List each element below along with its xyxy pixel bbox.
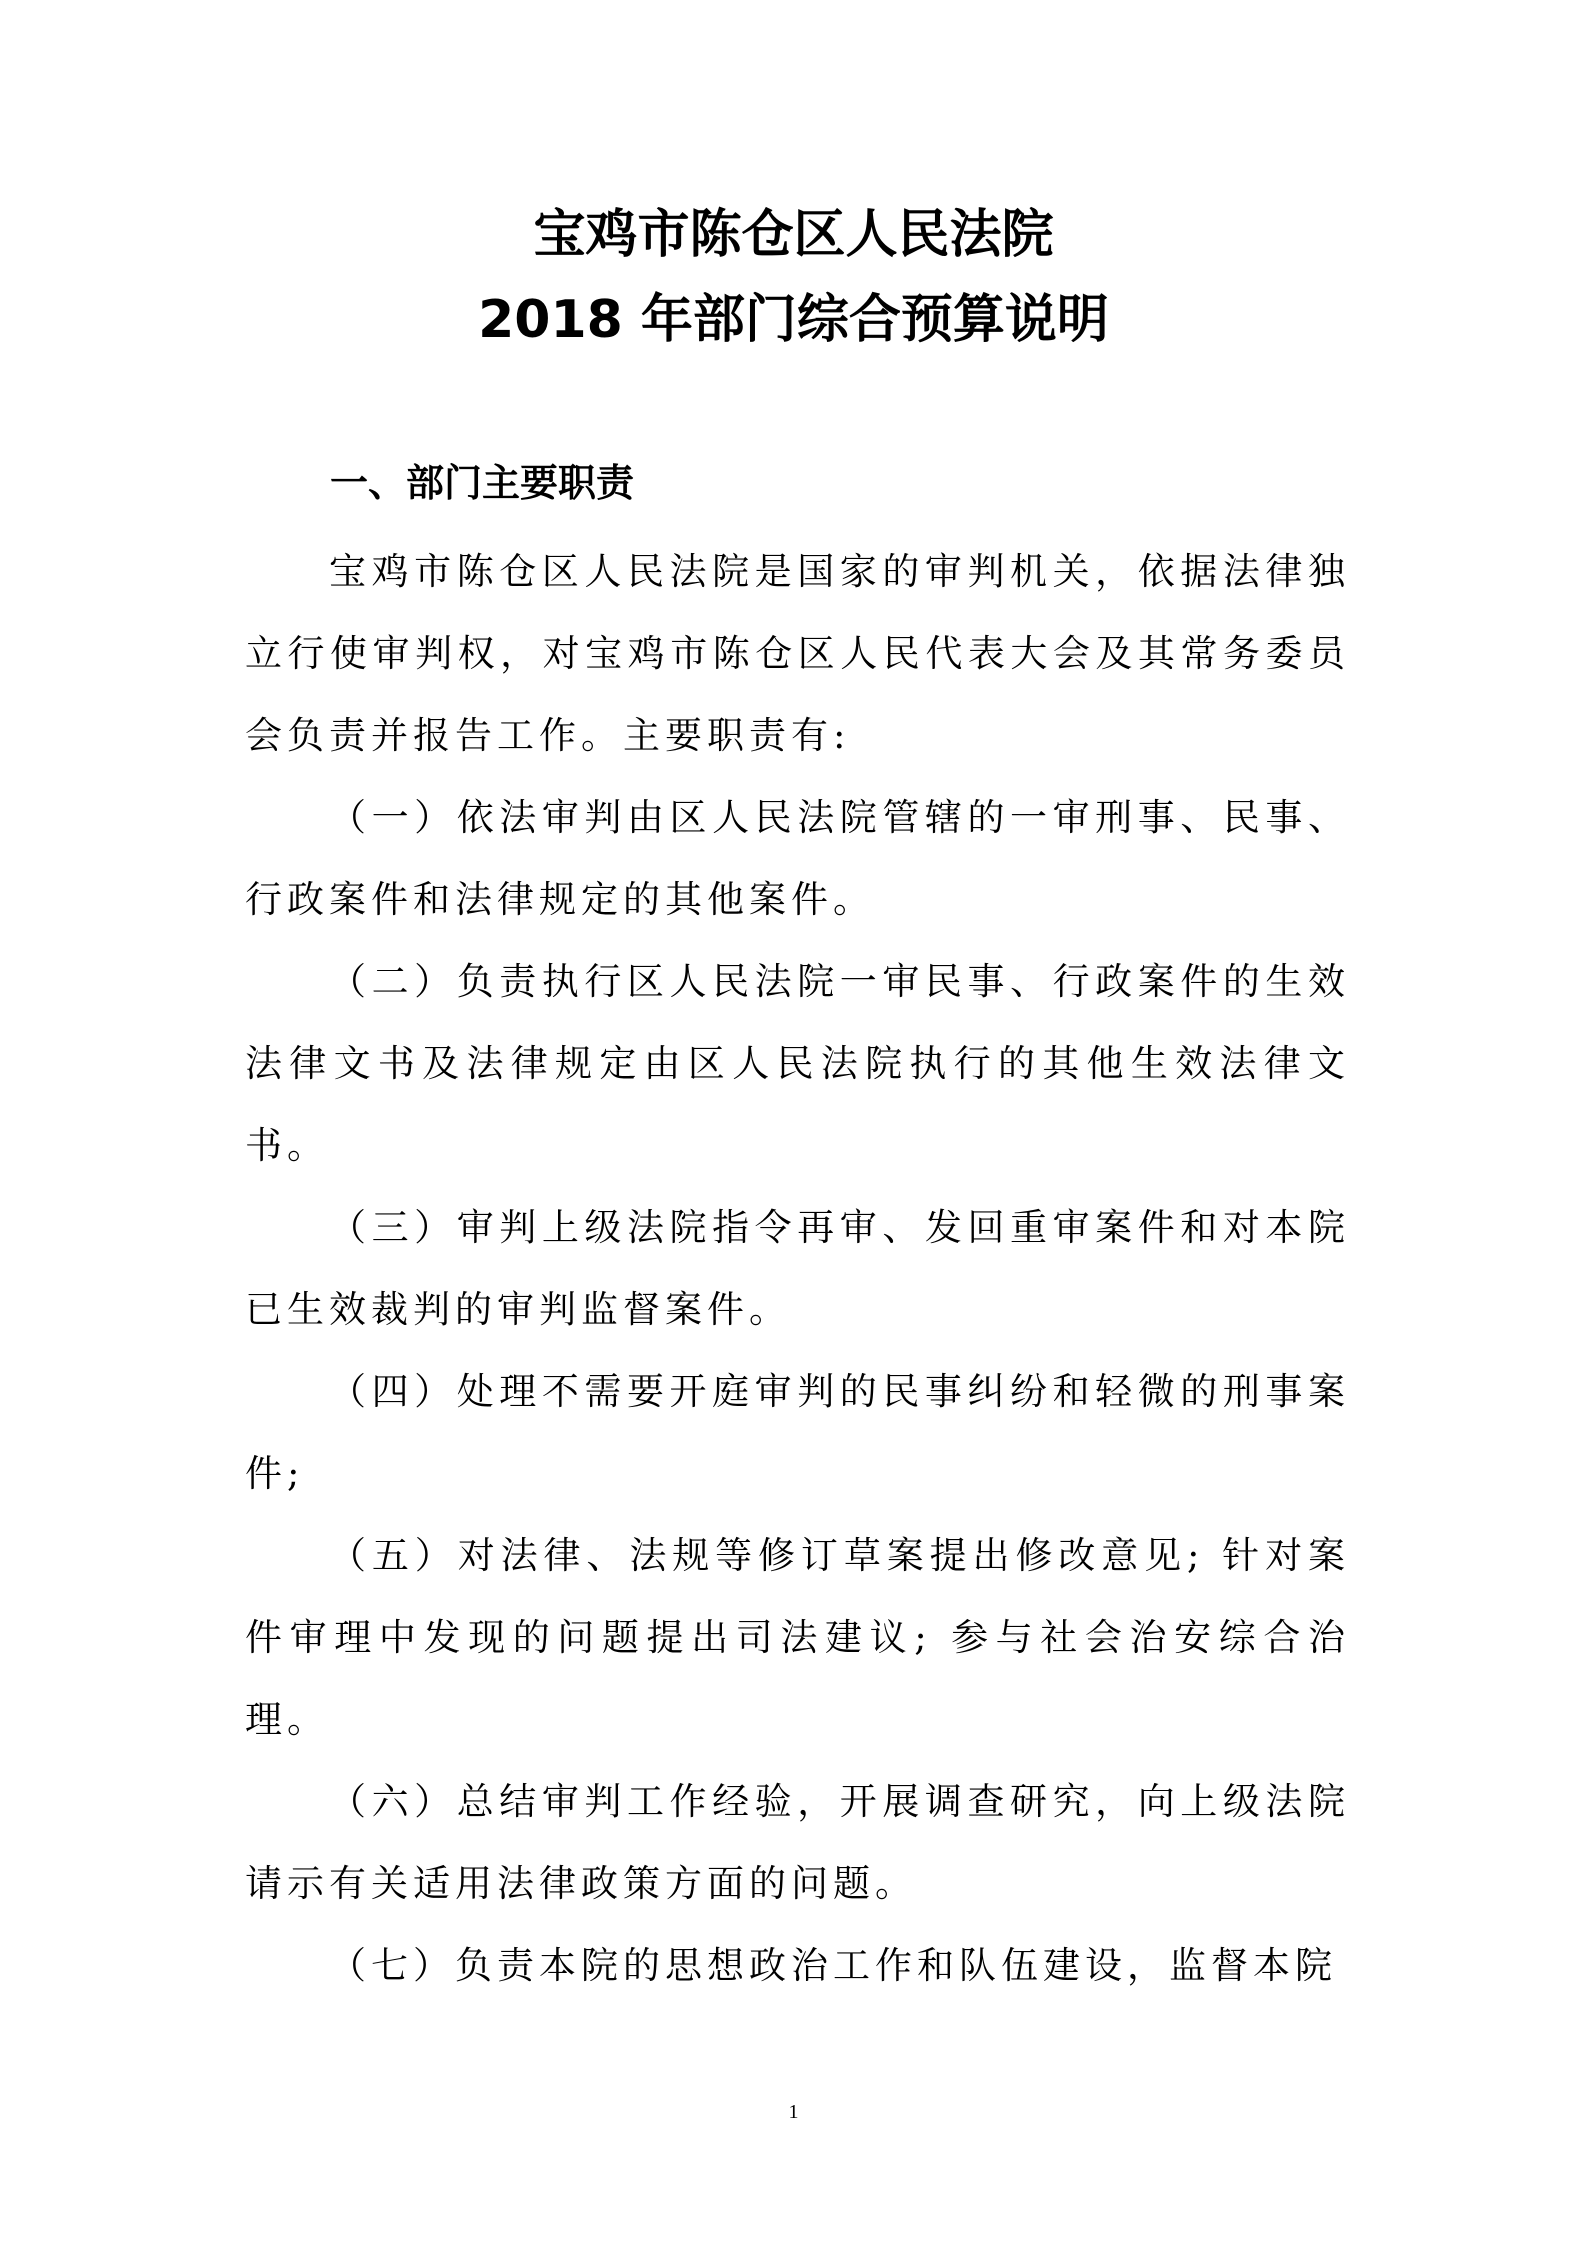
document-title-line2: 2018 年部门综合预算说明: [478, 290, 1109, 350]
page-number: 1: [788, 2101, 799, 2123]
document-title-line1: 宝鸡市陈仓区人民法院: [533, 205, 1054, 265]
paragraph-item-1: （一）依法审判由区人民法院管辖的一审刑事、民事、行政案件和法律规定的其他案件。: [245, 796, 1350, 921]
paragraph-item-6: （六）总结审判工作经验，开展调查研究，向上级法院请示有关适用法律政策方面的问题。: [245, 1780, 1350, 1905]
paragraph-item-2: （二）负责执行区人民法院一审民事、行政案件的生效法律文书及法律规定由区人民法院执行的其他生效法律文书。: [245, 960, 1350, 1167]
paragraph-item-4: （四）处理不需要开庭审判的民事纠纷和轻微的刑事案件;: [245, 1370, 1350, 1495]
paragraph-item-7: （七）负责本院的思想政治工作和队伍建设，监督本院: [329, 1944, 1337, 1987]
paragraph-item-5: （五）对法律、法规等修订草案提出修改意见; 针对案件审理中发现的问题提出司法建议; 参与社会治安综合治理。: [245, 1534, 1350, 1741]
section-heading: 一、部门主要职责: [330, 461, 635, 505]
paragraph-intro: 宝鸡市陈仓区人民法院是国家的审判机关，依据法律独立行使审判权，对宝鸡市陈仓区人民代表大会及其常务委员会负责并报告工作。主要职责有:: [245, 550, 1350, 757]
paragraph-item-3: （三）审判上级法院指令再审、发回重审案件和对本院已生效裁判的审判监督案件。: [245, 1206, 1350, 1331]
